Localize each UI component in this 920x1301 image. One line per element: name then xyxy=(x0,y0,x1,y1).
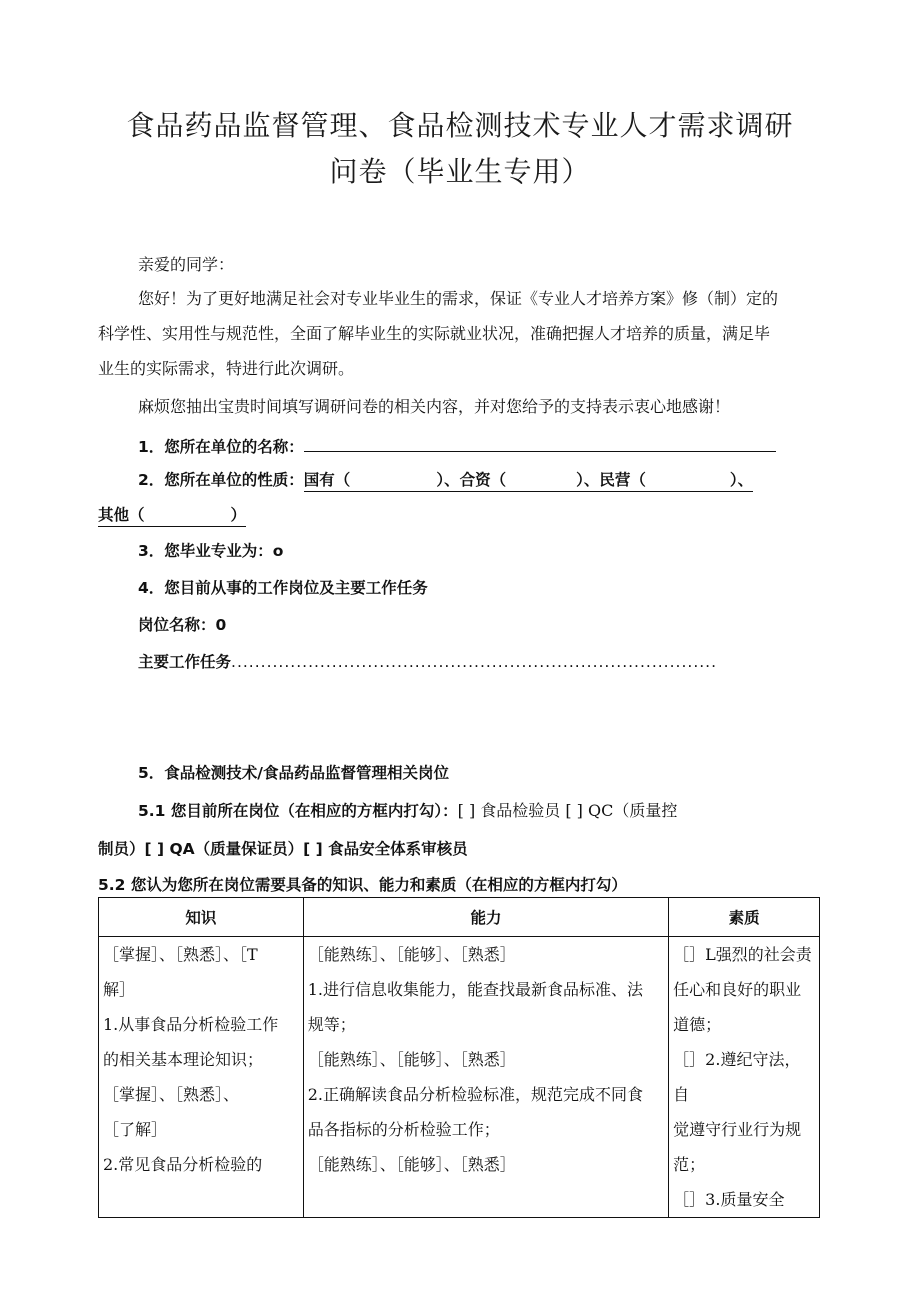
question-2-label: 2．您所在单位的性质： xyxy=(138,471,304,489)
knowledge-line: 1.从事食品分析检验工作 xyxy=(103,1015,279,1034)
ability-line[interactable]: ［能熟练］、［能够］、［熟悉］ xyxy=(307,1155,516,1174)
question-4: 4．您目前从事的工作岗位及主要工作任务 xyxy=(138,579,428,597)
page-subtitle: 问卷（毕业生专用） xyxy=(329,155,591,188)
knowledge-line: 解］ xyxy=(103,980,136,999)
knowledge-line: 的相关基本理论知识； xyxy=(103,1050,264,1069)
knowledge-cell xyxy=(99,937,304,1218)
question-5-2: 5.2 您认为您所在岗位需要具备的知识、能力和素质（在相应的方框内打勾） xyxy=(98,876,627,894)
intro-paragraph-line-2: 科学性、实用性与规范性，全面了解毕业生的实际就业状况，准确把握人才培养的质量，满足毕 xyxy=(98,324,771,343)
question-5-1-label: 5.1 您目前所在岗位（在相应的方框内打勾）： xyxy=(138,802,458,820)
option-state-owned: 国有（ xyxy=(303,471,351,489)
question-2-continued xyxy=(98,504,246,527)
intro-paragraph-line-3: 业生的实际需求，特进行此次调研。 xyxy=(98,359,355,378)
header-knowledge: 知识 xyxy=(99,898,304,937)
question-3: 3．您毕业专业为：o xyxy=(138,542,284,560)
quality-line: 道德； xyxy=(673,1015,722,1034)
ability-line[interactable]: ［能熟练］、［能够］、［熟悉］ xyxy=(307,945,516,964)
table-row xyxy=(99,937,820,1218)
quality-line: 范； xyxy=(673,1155,706,1174)
ability-line: 1.进行信息收集能力，能查找最新食品标准、法 xyxy=(307,980,643,999)
quality-line[interactable]: ［］3.质量安全 xyxy=(673,1190,785,1209)
unit-name-input-line[interactable] xyxy=(304,433,776,452)
knowledge-line[interactable]: ［掌握］、［熟悉］、［T xyxy=(103,945,258,964)
option-other xyxy=(98,504,246,527)
question-4-task-label: 主要工作任务 xyxy=(138,653,232,671)
table-header-row xyxy=(99,898,820,937)
greeting: 亲爱的同学： xyxy=(138,255,235,274)
option-joint-venture: ）、合资（ xyxy=(436,471,507,489)
question-5-1-options[interactable]: [ ] 食品检验员 [ ] QC（质量控 xyxy=(457,801,678,820)
intro-thanks: 麻烦您抽出宝贵时间填写调研问卷的相关内容，并对您给予的支持表示衷心地感谢！ xyxy=(138,397,731,416)
option-other-label: 其他（ xyxy=(98,506,145,524)
ability-line: 品各指标的分析检验工作； xyxy=(307,1120,500,1139)
question-2-options xyxy=(304,469,753,492)
question-5: 5．食品检测技术/食品药品监督管理相关岗位 xyxy=(138,764,449,782)
question-2 xyxy=(138,469,753,492)
knowledge-line[interactable]: ［掌握］、［熟悉］、 xyxy=(103,1085,240,1104)
intro-paragraph-line-1: 您好！为了更好地满足社会对专业毕业生的需求，保证《专业人才培养方案》修（制）定的 xyxy=(138,289,779,308)
knowledge-line: 2.常见食品分析检验的 xyxy=(103,1155,263,1174)
skills-table xyxy=(98,897,820,1218)
quality-cell xyxy=(669,937,820,1218)
quality-line: 任心和良好的职业 xyxy=(673,980,802,999)
question-1-label: 1．您所在单位的名称： xyxy=(138,438,304,456)
quality-line[interactable]: ［］L强烈的社会责 xyxy=(673,945,812,964)
knowledge-line: ［了解］ xyxy=(103,1120,168,1139)
quality-line[interactable]: ［］2.遵纪守法，自 xyxy=(673,1050,801,1104)
question-1 xyxy=(138,433,776,458)
header-quality: 素质 xyxy=(669,898,820,937)
ability-line: 规等； xyxy=(307,1015,356,1034)
ability-cell xyxy=(303,937,668,1218)
question-5-1 xyxy=(138,800,677,822)
ability-line: 2.正确解读食品分析检验标准，规范完成不同食 xyxy=(307,1085,643,1104)
question-4-post: 岗位名称：0 xyxy=(138,616,227,634)
quality-line: 觉遵守行业行为规 xyxy=(673,1120,802,1139)
page-title: 食品药品监督管理、食品检测技术专业人才需求调研 xyxy=(126,109,794,142)
question-5-1-continued[interactable]: 制员）[ ] QA（质量保证员）[ ] 食品安全体系审核员 xyxy=(98,840,468,858)
header-ability: 能力 xyxy=(303,898,668,937)
task-dotted-line[interactable]: .................................................................................. xyxy=(231,653,718,671)
option-private: ）、民营（ xyxy=(576,471,646,489)
option-separator: ）、 xyxy=(729,471,754,489)
ability-line[interactable]: ［能熟练］、［能够］、［熟悉］ xyxy=(307,1050,516,1069)
option-other-close: ） xyxy=(230,506,247,524)
question-4-task xyxy=(138,651,717,673)
